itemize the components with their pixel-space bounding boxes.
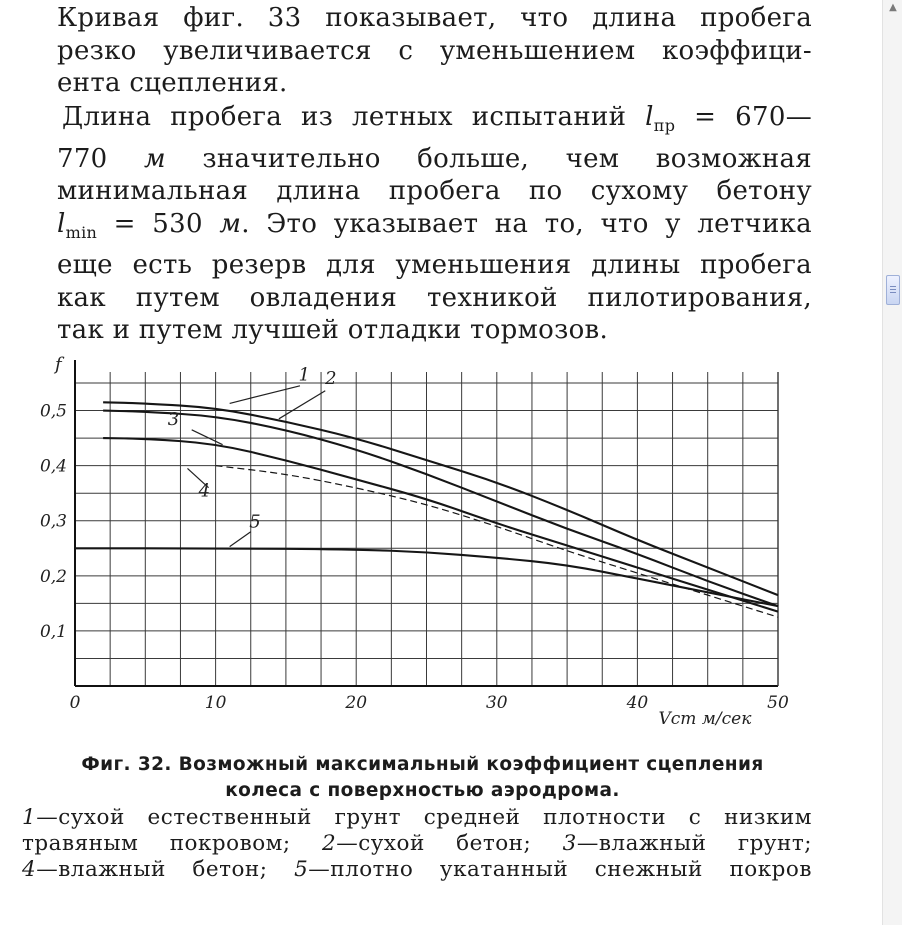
y-tick-label: 0,5 xyxy=(39,401,67,422)
figure-legend xyxy=(22,805,812,883)
vertical-scrollbar[interactable] xyxy=(882,0,902,925)
paragraph-2-line: еще есть резерв для уменьшения длины пробега xyxy=(57,250,812,280)
paragraph-1 xyxy=(57,2,812,100)
x-tick-label: 50 xyxy=(767,693,789,713)
legend-line: 4—влажный бетон; 5—плотно укатанный снежный покров xyxy=(22,857,812,882)
paragraph-2-line: Длина пробега из летных испытаний $l_{пр}$ = 670— xyxy=(62,102,812,135)
paragraph-2-line: минимальная длина пробега по сухому бетону xyxy=(57,176,812,206)
chart-grid xyxy=(75,372,778,686)
paragraph-2-line: как путем овладения техникой пилотирования, xyxy=(57,282,812,313)
paragraph-1-line: Кривая фиг. 33 показывает, что длина пробега xyxy=(57,3,812,33)
x-tick-label: 30 xyxy=(485,693,508,713)
paragraph-2-line: 770 м значительно больше, чем возможная xyxy=(57,143,812,174)
paragraph-2-line: так и путем лучшей отладки тормозов. xyxy=(57,315,609,345)
y-tick-label: 0,2 xyxy=(39,566,67,587)
curve-leader-line-5 xyxy=(230,532,251,547)
curve-label-1: 1 xyxy=(298,364,310,386)
paragraph-1-line: резко увеличивается с уменьшением коэффици- xyxy=(57,35,812,66)
paragraph-2 xyxy=(57,101,812,347)
y-tick-label: 0,3 xyxy=(39,511,67,532)
figure-caption-line-2: колеса с поверхностью аэродрома. xyxy=(225,780,620,801)
paragraph-1-line: ента сцепления. xyxy=(57,68,288,98)
curve-label-4: 4 xyxy=(198,480,211,502)
scroll-up-arrow-icon[interactable]: ▲ xyxy=(889,2,897,13)
y-tick-label: 0,1 xyxy=(39,621,67,642)
x-tick-label: 10 xyxy=(204,693,227,713)
figure-caption-line-1: Фиг. 32. Возможный максимальный коэффициент сцепления xyxy=(81,754,764,775)
y-tick-label: 0,4 xyxy=(39,456,67,477)
legend-line: 1—сухой естественный грунт средней плотности с низким xyxy=(22,805,812,830)
x-tick-label: 0 xyxy=(69,693,81,713)
x-tick-label: 40 xyxy=(626,693,649,713)
series-line-2 xyxy=(103,408,778,607)
y-axis-label: f xyxy=(55,354,62,375)
x-tick-label: 20 xyxy=(345,693,368,713)
curve-label-2: 2 xyxy=(325,368,337,390)
curve-label-5: 5 xyxy=(249,511,261,533)
legend-line: травяным покровом; 2—сухой бетон; 3—влажный грунт; xyxy=(22,831,812,856)
curve-leader-line-1 xyxy=(230,386,300,404)
friction-coefficient-chart xyxy=(30,352,810,737)
paragraph-2-line: $l_{min} = 530$ м. Это указывает на то, что у летчика xyxy=(57,208,812,242)
scroll-thumb[interactable] xyxy=(886,275,900,305)
x-axis-label: Vст м/сек xyxy=(658,709,752,729)
curve-label-3: 3 xyxy=(167,408,180,430)
